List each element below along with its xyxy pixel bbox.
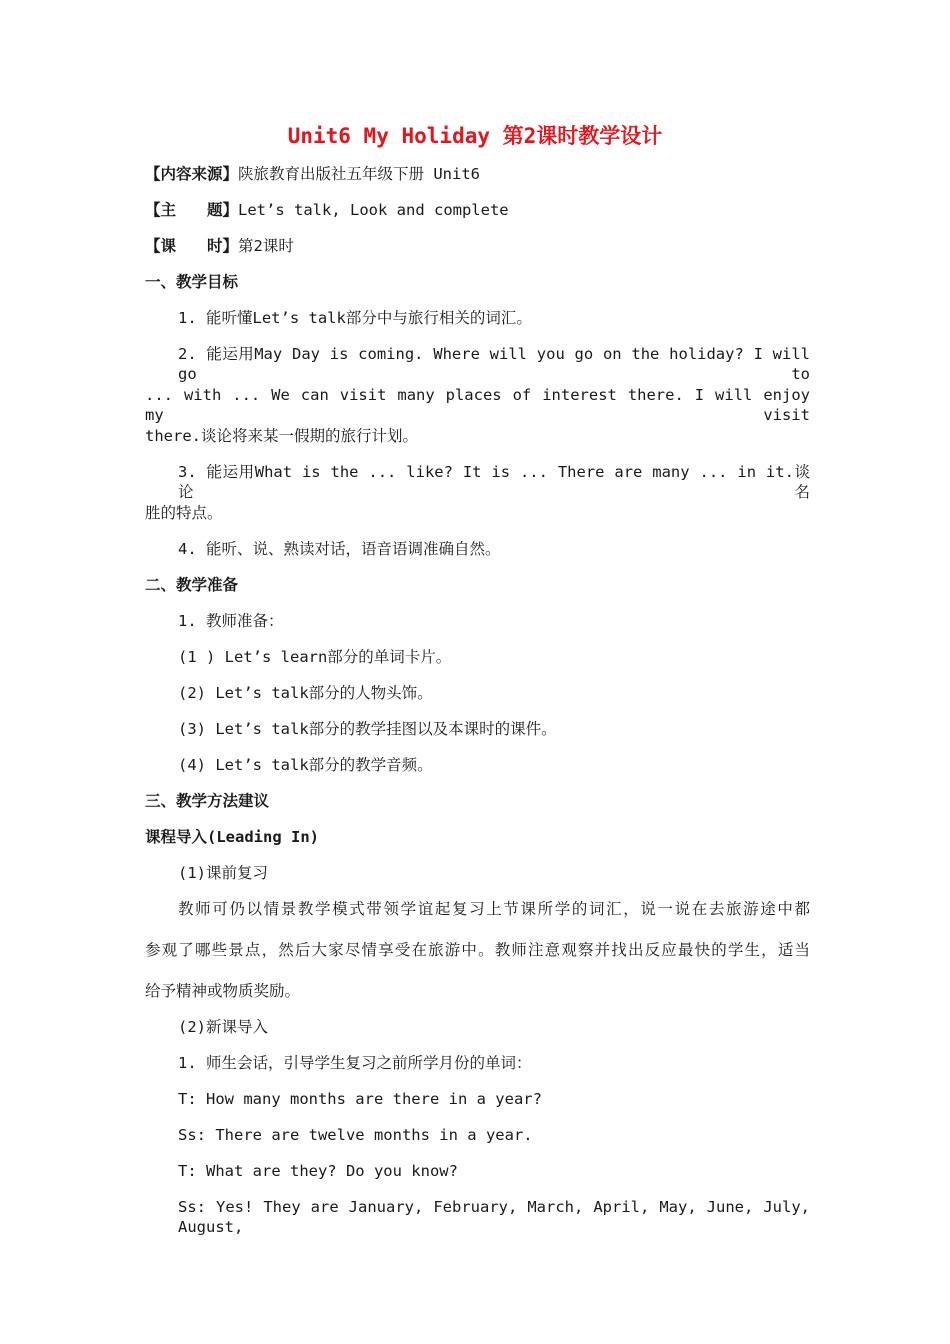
- dialog-line-1: T: How many months are there in a year?: [178, 1090, 542, 1108]
- prep-item-4: (4) Let’s talk部分的教学音频。: [178, 756, 433, 774]
- document-title: Unit6 My Holiday 第2课时教学设计: [287, 124, 663, 148]
- review-line-3: 给予精神或物质奖励。: [145, 982, 301, 1000]
- objective-1: 1. 能听懂Let’s talk部分中与旅行相关的词汇。: [178, 309, 532, 327]
- section-heading-preparation: 二、教学准备: [145, 576, 239, 594]
- section-heading-objectives: 一、教学目标: [145, 273, 239, 291]
- section-heading-methods: 三、教学方法建议: [145, 792, 270, 810]
- objective-3-line-1: 3. 能运用What is the ... like? It is ... There are many ... in it.谈论名: [178, 463, 810, 501]
- meta-source-value: 陕旅教育出版社五年级下册 Unit6: [238, 165, 481, 183]
- dialog-line-4: Ss: Yes! They are January, February, March, April, May, June, July, August,: [178, 1198, 810, 1236]
- prep-item-2: (2) Let’s talk部分的人物头饰。: [178, 684, 433, 702]
- objective-3-line-2: 胜的特点。: [145, 504, 223, 522]
- prep-item-3: (3) Let’s talk部分的教学挂图以及本课时的课件。: [178, 720, 557, 738]
- subsection-heading-leadin: 课程导入(Leading In): [145, 828, 319, 846]
- meta-period: [145, 236, 810, 256]
- dialog-line-2: Ss: There are twelve months in a year.: [178, 1126, 533, 1144]
- meta-topic: [145, 200, 810, 220]
- dialog-line-3: T: What are they? Do you know?: [178, 1162, 458, 1180]
- objective-2-line-3: there.谈论将来某一假期的旅行计划。: [145, 427, 418, 445]
- review-line-2: 参观了哪些景点，然后大家尽情享受在旅游中。教师注意观察并找出反应最快的学生，适当: [145, 941, 810, 959]
- prep-item-1: (1 ) Let’s learn部分的单词卡片。: [178, 648, 452, 666]
- meta-topic-label: 【主 题】: [145, 201, 239, 219]
- meta-period-value: 第2课时: [238, 237, 294, 255]
- meta-topic-value: Let’s talk, Look and complete: [238, 201, 509, 219]
- review-line-1: 教师可仍以情景教学模式带领学谊起复习上节课所学的词汇，说一说在去旅游途中都: [178, 900, 810, 918]
- new-lesson-label: (2)新课导入: [178, 1018, 268, 1036]
- dialog-intro: 1. 师生会话，引导学生复习之前所学月份的单词：: [178, 1054, 532, 1072]
- prep-teacher: 1. 教师准备：: [178, 612, 284, 630]
- objective-2-line-1: 2. 能运用May Day is coming. Where will you go on the holiday? I will go to: [178, 345, 810, 383]
- meta-period-label: 【课 时】: [145, 237, 239, 255]
- meta-source: [145, 164, 810, 184]
- meta-source-label: 【内容来源】: [145, 165, 239, 183]
- objective-2-line-2: ... with ... We can visit many places of interest there. I will enjoy my visit: [145, 386, 810, 424]
- review-label: (1)课前复习: [178, 864, 268, 882]
- objective-4: 4. 能听、说、熟读对话，语音语调准确自然。: [178, 540, 501, 558]
